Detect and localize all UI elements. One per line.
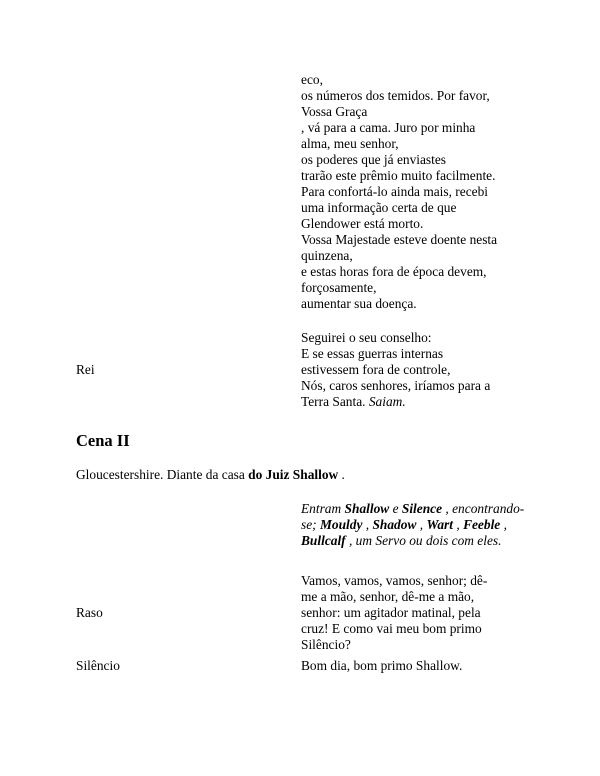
- stage-word: , um Servo ou dois com eles.: [345, 533, 502, 548]
- stage-word: e: [392, 501, 399, 516]
- setting-text: Gloucestershire. Diante da casa: [76, 467, 245, 482]
- stage-direction-block: [301, 501, 526, 549]
- line: Vossa Majestade esteve doente nesta: [301, 232, 498, 247]
- line: os números dos temidos. Por favor,: [301, 88, 490, 103]
- stage-word: ,: [362, 517, 370, 532]
- line: forçosamente,: [301, 280, 377, 295]
- character-name: Shallow: [344, 501, 390, 516]
- stage-word: ,: [500, 517, 507, 532]
- line: Seguirei o seu conselho:: [301, 330, 432, 345]
- line: , vá para a cama. Juro por minha: [301, 120, 476, 135]
- character-name: Mouldy: [319, 517, 363, 532]
- line: Nós, caros senhores, iríamos para a: [301, 378, 491, 393]
- setting-place: do Juiz Shallow: [248, 467, 339, 482]
- line: [301, 394, 526, 410]
- line: alma, meu senhor,: [301, 136, 399, 151]
- line: E se essas guerras internas: [301, 346, 444, 361]
- speech-lines: [301, 573, 526, 653]
- line: Glendower está morto.: [301, 216, 424, 231]
- character-name: Silence: [401, 501, 443, 516]
- character-name: Feeble: [463, 517, 501, 532]
- line: uma informação certa de que: [301, 200, 457, 215]
- line: Para confortá-lo ainda mais, recebi: [301, 184, 489, 199]
- line: Bom dia, bom primo Shallow.: [301, 658, 463, 673]
- line: quinzena,: [301, 248, 353, 263]
- scene-title: Cena II: [76, 431, 130, 450]
- character-name: Bullcalf: [301, 533, 346, 548]
- line: eco,: [301, 72, 323, 87]
- scene-setting: [76, 467, 345, 483]
- speaker-name: Rei: [76, 362, 95, 377]
- speech-lines: [301, 72, 526, 312]
- line-text: Terra Santa.: [301, 394, 366, 409]
- line: Vossa Graça: [301, 104, 368, 119]
- line: aumentar sua doença.: [301, 296, 417, 311]
- speech-lines: [301, 330, 526, 410]
- line: me a mão, senhor, dê-me a mão,: [301, 589, 475, 604]
- speech-lines: [301, 658, 526, 674]
- line: e estas horas fora de época devem,: [301, 264, 487, 279]
- line: cruz! E como vai meu bom primo: [301, 621, 482, 636]
- stage-word: ,: [453, 517, 460, 532]
- stage-direction: [301, 501, 526, 549]
- stage-word: , encontrando-se;: [301, 501, 525, 532]
- line: senhor: um agitador matinal, pela: [301, 605, 481, 620]
- line: Silêncio?: [301, 637, 351, 652]
- stage-word: ,: [416, 517, 424, 532]
- line: os poderes que já enviastes: [301, 152, 447, 167]
- line: Vamos, vamos, vamos, senhor; dê-: [301, 573, 488, 588]
- character-name: Shadow: [372, 517, 417, 532]
- setting-suffix: .: [338, 467, 345, 482]
- line: estivessem fora de controle,: [301, 362, 451, 377]
- line: trarão este prêmio muito facilmente.: [301, 168, 496, 183]
- character-name: Wart: [426, 517, 453, 532]
- speaker-name: Silêncio: [76, 658, 120, 673]
- stage-word: Entram: [301, 501, 342, 516]
- stage-direction: Saiam.: [368, 394, 406, 409]
- speaker-name: Raso: [76, 605, 103, 620]
